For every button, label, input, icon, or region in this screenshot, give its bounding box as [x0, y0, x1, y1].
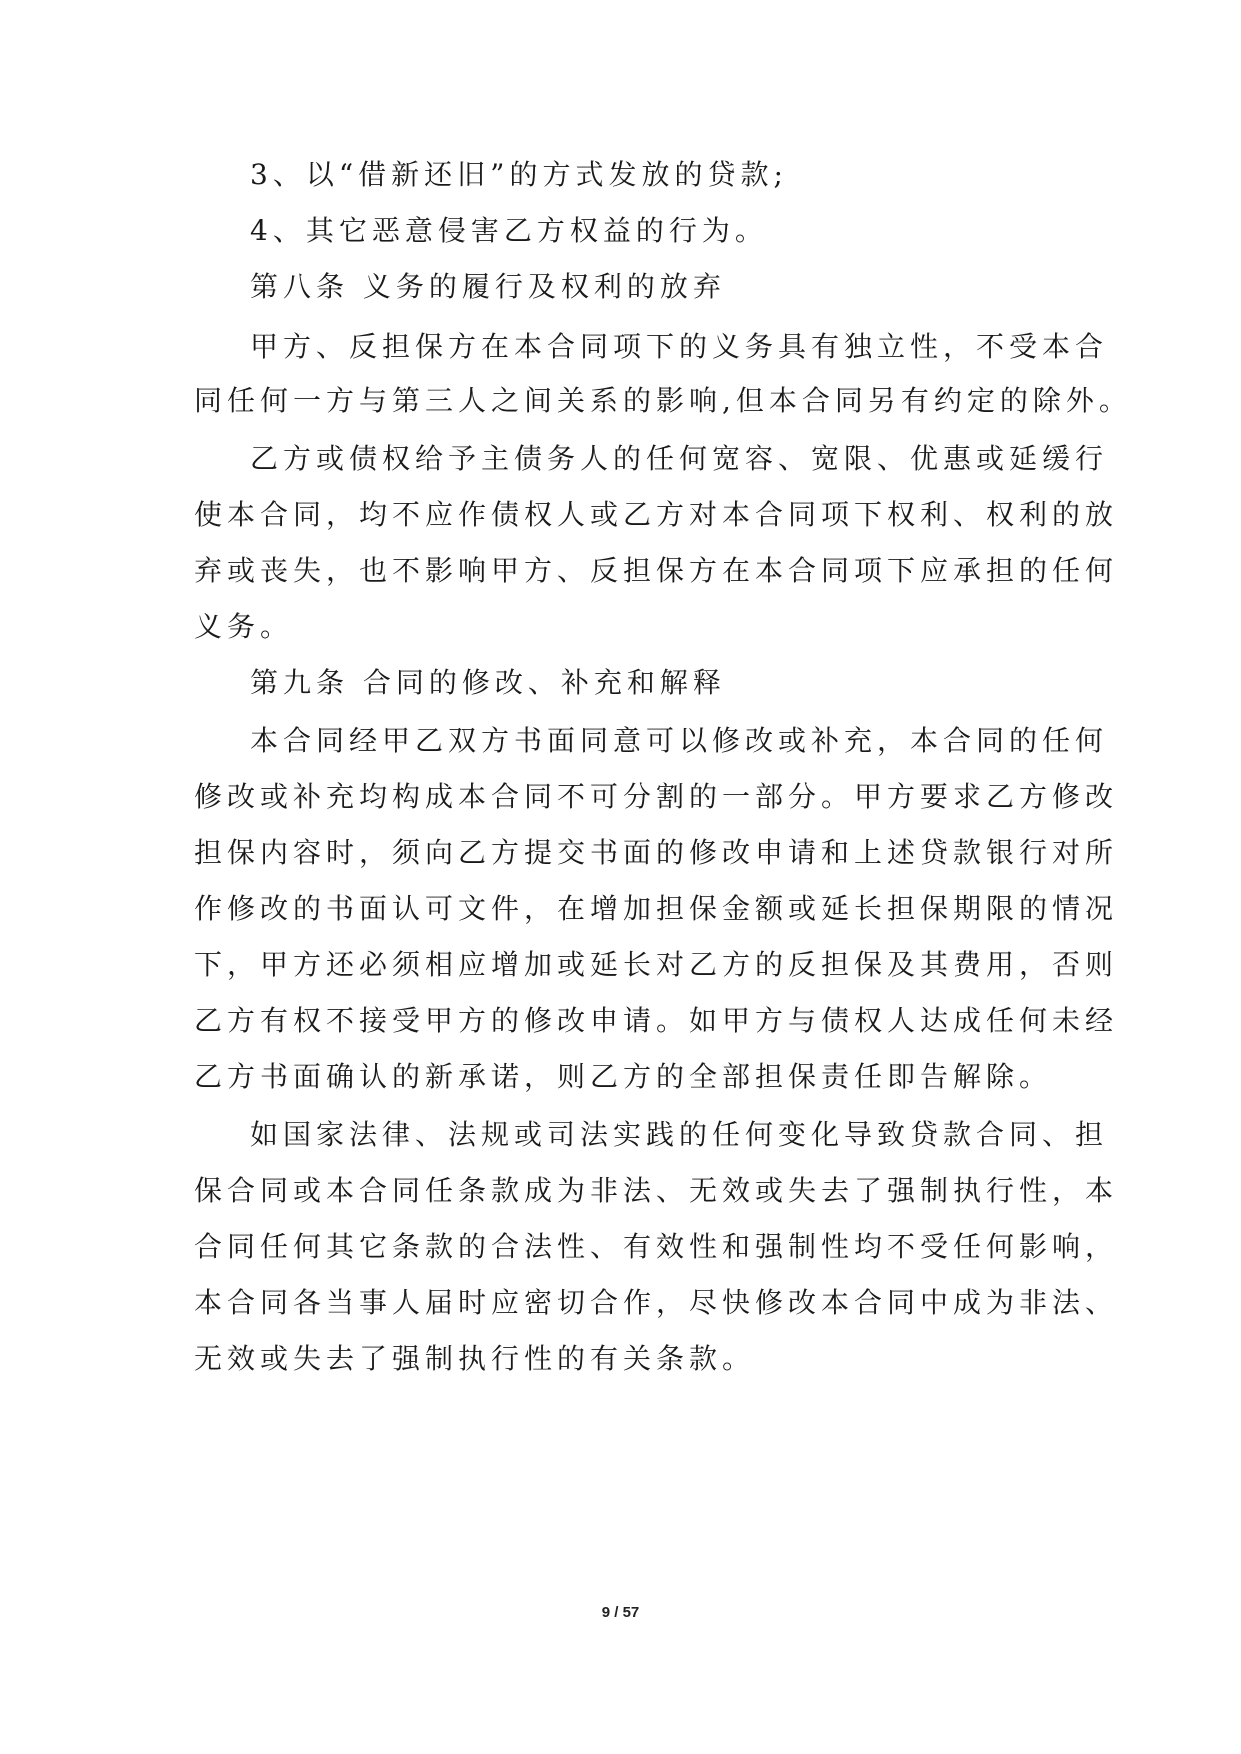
- paragraph-line: 无效或失去了强制执行性的有关条款。: [194, 1342, 756, 1375]
- paragraph-line: 修改或补充均构成本合同不可分割的一部分。甲方要求乙方修改: [194, 780, 1119, 813]
- paragraph-line: 如国家法律、法规或司法实践的任何变化导致贷款合同、担: [250, 1118, 1109, 1151]
- paragraph-line: 甲方、反担保方在本合同项下的义务具有独立性，不受本合: [250, 330, 1109, 363]
- paragraph-line: 乙方或债权给予主债务人的任何宽容、宽限、优惠或延缓行: [250, 442, 1109, 475]
- paragraph-line: 义务。: [194, 610, 294, 643]
- paragraph-line: 弃或丧失，也不影响甲方、反担保方在本合同项下应承担的任何: [194, 554, 1119, 587]
- paragraph-line: 使本合同，均不应作债权人或乙方对本合同项下权利、权利的放: [194, 498, 1119, 531]
- paragraph-line: 下，甲方还必须相应增加或延长对乙方的反担保及其费用，否则: [194, 948, 1119, 981]
- paragraph-line: 合同任何其它条款的合法性、有效性和强制性均不受任何影响，: [194, 1230, 1119, 1263]
- page-number: 9 / 57: [601, 1604, 640, 1621]
- paragraph-line: 本合同经甲乙双方书面同意可以修改或补充，本合同的任何: [250, 724, 1109, 757]
- paragraph-line: 同任何一方与第三人之间关系的影响,但本合同另有约定的除外。: [194, 384, 1132, 417]
- paragraph-line: 作修改的书面认可文件，在增加担保金额或延长担保期限的情况: [194, 892, 1119, 925]
- paragraph-line: 担保内容时，须向乙方提交书面的修改申请和上述贷款银行对所: [194, 836, 1119, 869]
- article-9-heading: 第九条 合同的修改、补充和解释: [250, 666, 726, 699]
- list-item-3: 3、以“借新还旧”的方式发放的贷款;: [250, 158, 788, 191]
- article-8-heading: 第八条 义务的履行及权利的放弃: [250, 270, 726, 303]
- paragraph-line: 乙方书面确认的新承诺，则乙方的全部担保责任即告解除。: [194, 1060, 1053, 1093]
- paragraph-line: 乙方有权不接受甲方的修改申请。如甲方与债权人达成任何未经: [194, 1004, 1119, 1037]
- paragraph-line: 本合同各当事人届时应密切合作，尽快修改本合同中成为非法、: [194, 1286, 1119, 1319]
- list-item-4: 4、其它恶意侵害乙方权益的行为。: [250, 214, 768, 247]
- paragraph-line: 保合同或本合同任条款成为非法、无效或失去了强制执行性，本: [194, 1174, 1119, 1207]
